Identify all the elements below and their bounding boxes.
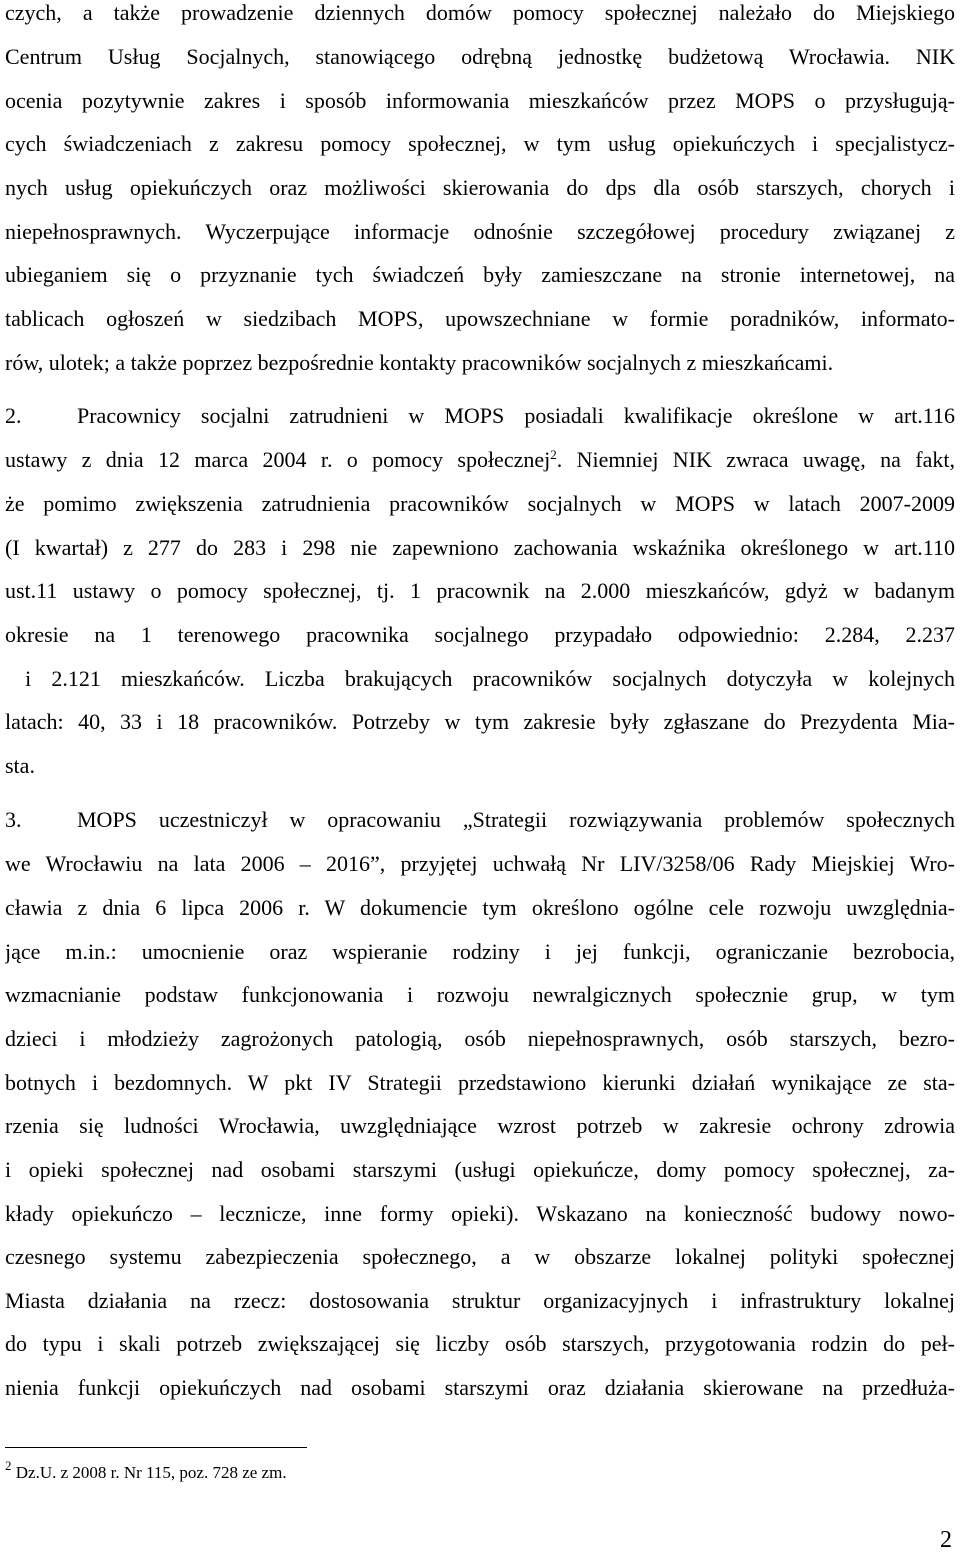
paragraph-line: i 2.121 mieszkańców. Liczba brakujących pracowników socjalnych dotyczyła w kolejnych bbox=[5, 666, 955, 691]
item-2-first-line-text: Pracownicy socjalni zatrudnieni w MOPS posiadali kwalifikacje określone w art.116 bbox=[77, 403, 955, 428]
paragraph-line: rzenia się ludności Wrocławia, uwzględniające wzrost potrzeb w zakresie ochrony zdrowia bbox=[5, 1113, 955, 1138]
paragraph-line: tablicach ogłoszeń w siedzibach MOPS, upowszechniane w formie poradników, informato- bbox=[5, 306, 955, 331]
paragraph-line: i opieki społecznej nad osobami starszymi (usługi opiekuńcze, domy pomocy społecznej, za- bbox=[5, 1157, 955, 1182]
page-number: 2 bbox=[940, 1527, 952, 1553]
paragraph-line: cych świadczeniach z zakresu pomocy społecznej, w tym usług opiekuńczych i specjalistycz- bbox=[5, 131, 955, 156]
paragraph-line: Miasta działania na rzecz: dostosowania struktur organizacyjnych i infrastruktury lokalnej bbox=[5, 1288, 955, 1313]
paragraph-line: nienia funkcji opiekuńczych nad osobami starszymi oraz działania skierowane na przedłuża- bbox=[5, 1375, 955, 1400]
paragraph-line: czesnego systemu zabezpieczenia społecznego, a w obszarze lokalnej polityki społecznej bbox=[5, 1244, 955, 1269]
footnote-reference: 2 bbox=[550, 447, 557, 462]
paragraph-line: we Wrocławiu na lata 2006 – 2016”, przyjętej uchwałą Nr LIV/3258/06 Rady Miejskiej Wro- bbox=[5, 851, 955, 876]
paragraph-line: jące m.in.: umocnienie oraz wspieranie rodziny i jej funkcji, ograniczanie bezrobocia, bbox=[5, 939, 955, 964]
footnote-text: Dz.U. z 2008 r. Nr 115, poz. 728 ze zm. bbox=[11, 1463, 287, 1482]
footnote-separator bbox=[5, 1447, 307, 1448]
paragraph-line: ust.11 ustawy o pomocy społecznej, tj. 1 pracownik na 2.000 mieszkańców, gdyż w badanym bbox=[5, 578, 955, 603]
footnote bbox=[5, 1460, 287, 1486]
item-2-number: 2. bbox=[5, 403, 22, 428]
paragraph-line: okresie na 1 terenowego pracownika socjalnego przypadało odpowiednio: 2.284, 2.237 bbox=[5, 622, 955, 647]
paragraph-line: niepełnosprawnych. Wyczerpujące informacje odnośnie szczegółowej procedury związanej z bbox=[5, 219, 955, 244]
paragraph-line: czych, a także prowadzenie dziennych domów pomocy społecznej należało do Miejskiego bbox=[5, 0, 955, 25]
paragraph-line: wzmacnianie podstaw funkcjonowania i rozwoju newralgicznych społecznie grup, w tym bbox=[5, 982, 955, 1007]
item-2-first-line bbox=[5, 394, 955, 438]
paragraph-line: rów, ulotek; a także poprzez bezpośrednie kontakty pracowników socjalnych z mieszkańcami. bbox=[5, 350, 834, 375]
paragraph-line: cławia z dnia 6 lipca 2006 r. W dokumencie tym określono ogólne cele rozwoju uwzględnia- bbox=[5, 895, 955, 920]
paragraph-line: do typu i skali potrzeb zwiększającej się liczby osób starszych, przygotowania rodzin do peł- bbox=[5, 1331, 955, 1356]
item-3-first-line bbox=[5, 798, 955, 842]
item-3-number: 3. bbox=[5, 807, 22, 832]
item-2-second-line bbox=[5, 438, 955, 482]
item-2-second-line-text: ustawy z dnia 12 marca 2004 r. o pomocy społecznej bbox=[5, 447, 551, 472]
paragraph-line: dzieci i młodzieży zagrożonych patologią, osób niepełnosprawnych, osób starszych, bezro- bbox=[5, 1026, 955, 1051]
paragraph-line: że pomimo zwiększenia zatrudnienia pracowników socjalnych w MOPS w latach 2007-2009 bbox=[5, 491, 955, 516]
paragraph-line: nych usług opiekuńczych oraz możliwości skierowania do dps dla osób starszych, chorych i bbox=[5, 175, 955, 200]
item-3-first-line-text: MOPS uczestniczył w opracowaniu „Strategii rozwiązywania problemów społecznych bbox=[77, 807, 955, 832]
paragraph-line: ocenia pozytywnie zakres i sposób informowania mieszkańców przez MOPS o przysługują- bbox=[5, 88, 955, 113]
paragraph-line: kłady opiekuńczo – lecznicze, inne formy opieki). Wskazano na konieczność budowy nowo- bbox=[5, 1201, 955, 1226]
footnote-marker: 2 bbox=[5, 1458, 12, 1473]
paragraph-line: ubieganiem się o przyznanie tych świadczeń były zamieszczane na stronie internetowej, na bbox=[5, 262, 955, 287]
paragraph-line: Centrum Usług Socjalnych, stanowiącego odrębną jednostkę budżetową Wrocławia. NIK bbox=[5, 44, 955, 69]
item-2-second-line-rest: . Niemniej NIK zwraca uwagę, na fakt, bbox=[556, 447, 955, 472]
paragraph-line: (I kwartał) z 277 do 283 i 298 nie zapewniono zachowania wskaźnika określonego w art.110 bbox=[5, 535, 955, 560]
paragraph-line: botnych i bezdomnych. W pkt IV Strategii przedstawiono kierunki działań wynikające ze sta- bbox=[5, 1070, 955, 1095]
paragraph-line: latach: 40, 33 i 18 pracowników. Potrzeby w tym zakresie były zgłaszane do Prezydenta Mia- bbox=[5, 709, 955, 734]
paragraph-line: sta. bbox=[5, 753, 35, 778]
